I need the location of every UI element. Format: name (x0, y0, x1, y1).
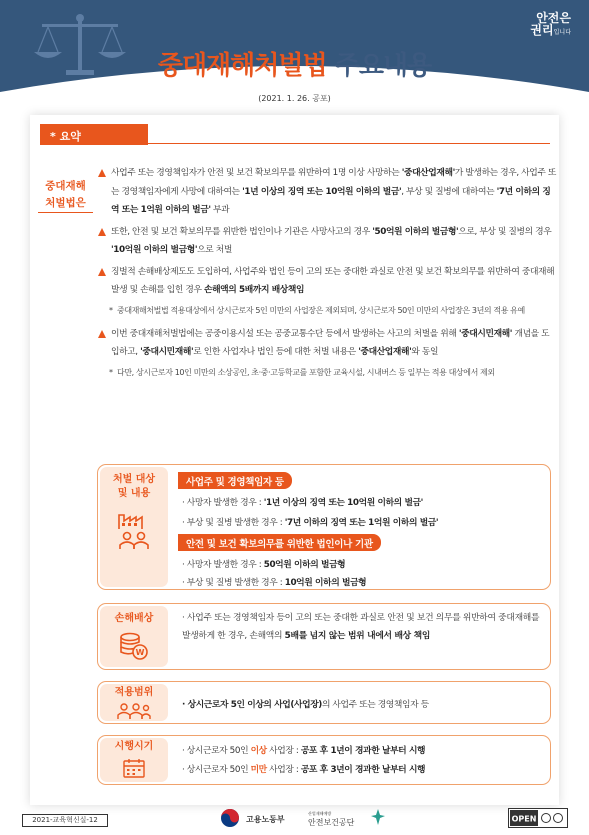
summary-divider (148, 143, 550, 144)
ministry-name: 고용노동부 (246, 815, 285, 824)
footer-logos (220, 805, 390, 831)
bullet-emphasis: '7년 이하의 징역 또는 1억원 이하의 벌금' (111, 186, 551, 215)
summary-tab: * 요약 (40, 124, 148, 145)
page-title (0, 45, 589, 82)
bullet-text: 로 인한 사업자나 법인 등에 대한 처벌 내용은 (193, 347, 359, 357)
bullet-emphasis: '중대시민재해' (458, 328, 513, 339)
timing-line-large: · 상시근로자 50인 이상 사업장 : 공포 후 1년이 경과한 날부터 시행 (182, 746, 426, 756)
scope-label: 적용범위 (114, 687, 154, 698)
title-main: 중대재해처벌법 (157, 51, 327, 81)
bullet-note: * 다만, 상시근로자 10인 미만의 소상공인, 초·중·고등학교를 포함한 교육시설, 시내버스 등 일부는 적용 대상에서 제외 (109, 367, 495, 377)
employer-injury-line: · 부상 및 질병 발생한 경우 : '7년 이하의 징역 또는 1억원 이하의 벌금' (182, 518, 439, 528)
svg-text:W: W (135, 648, 145, 657)
bullet-triangle-icon (98, 228, 106, 236)
agency-logo-icon (370, 808, 386, 826)
scope-label-box (100, 684, 168, 721)
bullet-text: , 부상 및 질병에 대하여는 (401, 186, 497, 197)
svg-text:OPEN: OPEN (511, 814, 537, 824)
summary-bullets (97, 164, 557, 387)
bullet-triangle-icon (98, 169, 106, 177)
workers-icon (116, 703, 152, 720)
scope-text: · 상시근로자 5인 이상의 사업(사업장)의 사업주 또는 경영책임자 등 (182, 700, 429, 710)
bullet-text: 부과 (210, 205, 230, 215)
side-label-underline (38, 212, 93, 213)
bullet-text: 이번 중대재해처벌법에는 공중이용시설 또는 공중교통수단 등에서 발생하는 사고의 처벌을 위해 (111, 328, 459, 339)
employer-death-line: · 사망자 발생한 경우 : '1년 이상의 징역 또는 10억원 이하의 벌금' (182, 498, 423, 508)
agency-name: 산업재해예방 안전보건공단 (308, 811, 355, 827)
punishment-label-box (100, 467, 168, 587)
bullet-text: 으로, 부상 및 질병의 경우 (458, 226, 552, 237)
calendar-icon (122, 758, 146, 778)
bullet-triangle-icon (98, 268, 106, 276)
side-label: 중대재해 처벌법은 (45, 180, 86, 209)
coins-icon (118, 630, 150, 662)
timing-label-box (100, 738, 168, 782)
timing-label: 시행시기 (114, 741, 154, 752)
brand-slogan-logo: 안전은 권리입니다 (530, 11, 571, 37)
bullet-text: 와 동일 (411, 347, 439, 357)
bullet-emphasis: '중대산업재해' (401, 168, 455, 178)
bullet-text: 징벌적 손해배상제도도 도입하여, 사업주와 법인 등이 고의 또는 중대한 과실로 안전 및 보건 확보의무를 위반하여 중대재해 발생 및 손해를 입힌 경우 (111, 266, 555, 295)
bullet-text: 또한, 안전 및 보건 확보의무를 위반한 법인이나 기관은 사망사고의 경우 (111, 226, 373, 237)
bullet-triangle-icon (98, 330, 106, 338)
promulgation-date: (2021. 1. 26. 공포) (258, 94, 331, 103)
government-emblem-icon (220, 808, 240, 828)
open-license-badge (508, 808, 568, 828)
summary-bullet (97, 223, 557, 260)
summary-bullet (97, 263, 557, 300)
bullet-text: 사업주 또는 경영책임자가 안전 및 보건 확보의무를 위반하여 1명 이상 사망하는 (111, 168, 402, 178)
bullet-emphasis: '50억원 이하의 벌금형' (372, 226, 459, 237)
bullet-emphasis: '중대시민재해' (140, 347, 194, 357)
bullet-text: 가 발생하는 경우, 사업주 또는 경영책임자에게 사망에 대하여는 (111, 168, 556, 197)
damages-label: 손해배상 (114, 613, 154, 624)
timing-line-small: · 상시근로자 50인 미만 사업장 : 공포 후 3년이 경과한 날부터 시행 (182, 765, 426, 775)
damages-text: · 사업주 또는 경영책임자 등이 고의 또는 중대한 과실로 안전 및 보건 의무를 위반하여 중대재해를 발생하게 한 경우, 손해액의 5배를 넘지 않는 범위 내에서 배상 책임 (182, 613, 540, 641)
factory-workers-icon (116, 507, 152, 551)
chip-employer: 사업주 및 경영책임자 등 (178, 472, 292, 489)
corp-injury-line: · 부상 및 질병 발생한 경우 : 10억원 이하의 벌금형 (182, 578, 367, 588)
bullet-emphasis: '중대산업재해' (358, 347, 412, 357)
corp-death-line: · 사망자 발생한 경우 : 50억원 이하의 벌금형 (182, 560, 346, 570)
punishment-label: 처벌 대상 및 내용 (112, 474, 156, 499)
bullet-text: 으로 처벌 (197, 245, 232, 255)
summary-bullet (97, 164, 557, 220)
summary-bullet (97, 325, 557, 362)
chip-corporation: 안전 및 보건 확보의무를 위반한 법인이나 기관 (178, 534, 381, 551)
title-sub: 주요내용 (334, 51, 432, 81)
document-code: 2021-교육혁신실-12 (22, 814, 108, 827)
bullet-emphasis: '10억원 이하의 벌금형' (111, 245, 198, 255)
bullet-emphasis: '1년 이상의 징역 또는 10억원 이하의 벌금' (242, 186, 402, 197)
damages-label-box (100, 606, 168, 667)
bullet-text: 개념을 도입하고, (111, 328, 550, 357)
bullet-note: * 중대재해처벌법 적용대상에서 상시근로자 5인 미만의 사업장은 제외되며, 상시근로자 50인 미만의 사업장은 3년의 적용 유예 (109, 305, 525, 315)
bullet-emphasis: 손해액의 5배까지 배상책임 (203, 285, 305, 295)
